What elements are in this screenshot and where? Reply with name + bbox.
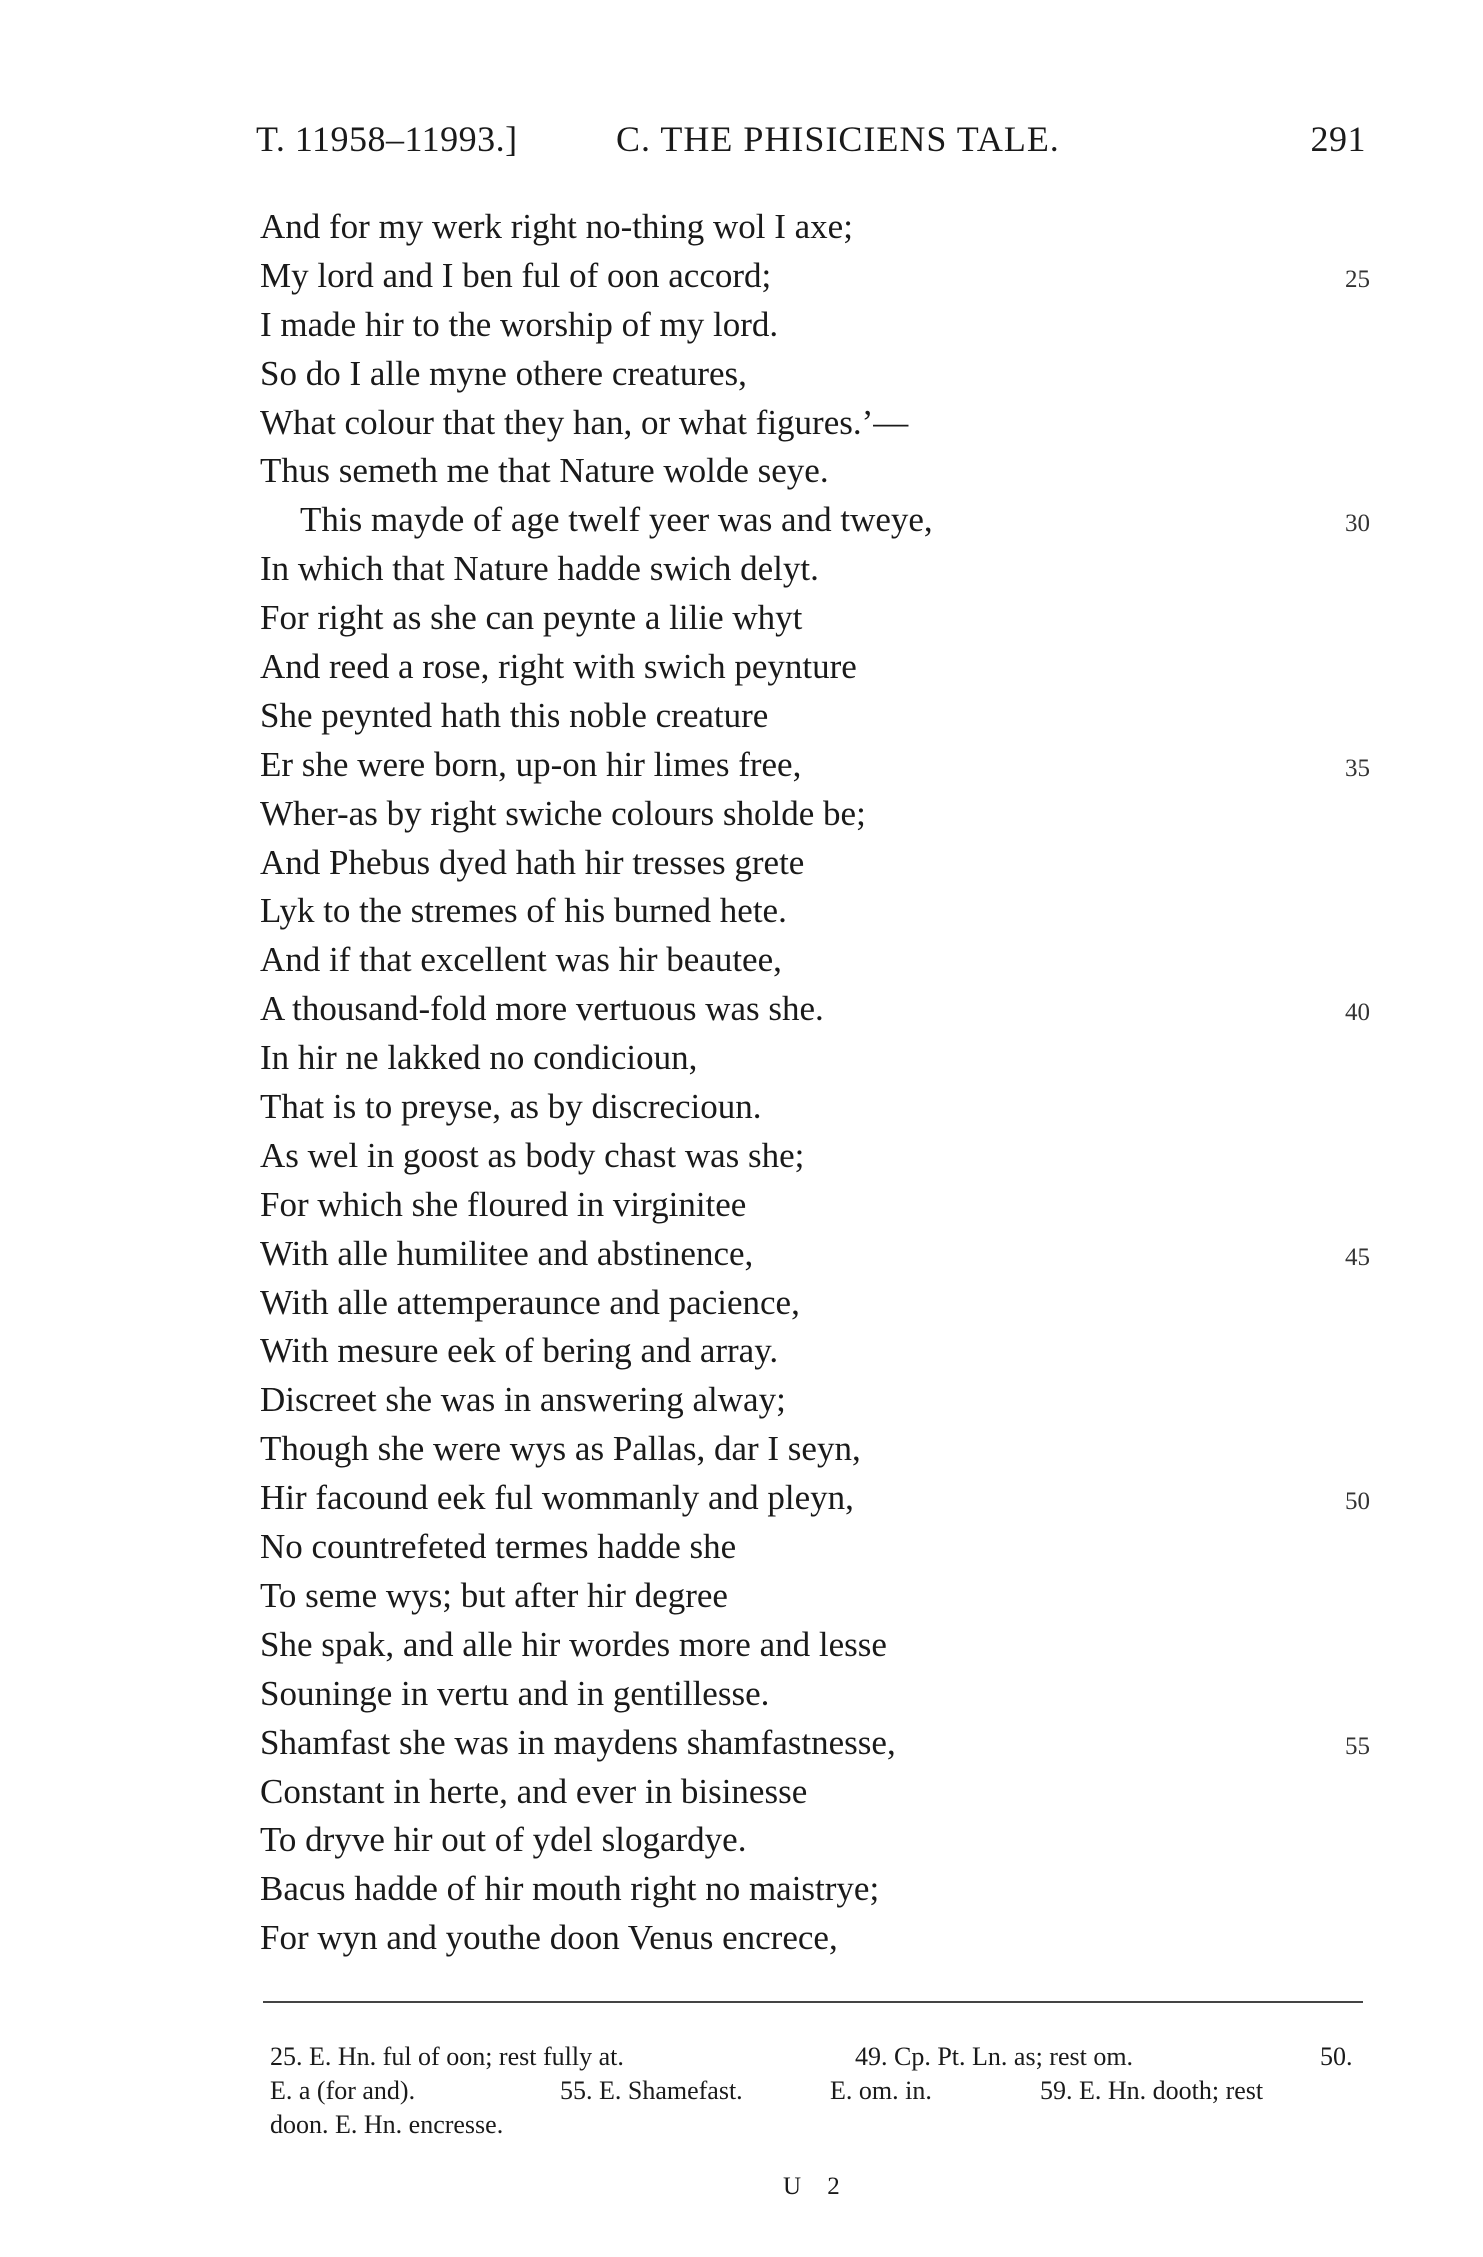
verse-line-text: And for my werk right no-thing wol I axe; [260,207,853,246]
line-reference: T. 11958–11993.] [256,119,518,159]
verse-line [260,1719,1370,1768]
verse-body [260,203,1370,1963]
verse-line-text: Constant in herte, and ever in bisinesse [260,1771,808,1811]
verse-line-text: For wyn and youthe doon Venus encrece, [260,1918,838,1958]
footnote-entry: E. a (for and). [270,2076,416,2105]
verse-line [260,839,1370,888]
verse-line-text: No countrefeted termes hadde she [260,1527,737,1567]
verse-line-text: She peynted hath this noble creature [260,695,769,735]
verse-line-text: Shamfast she was in maydens shamfastnesse, [260,1722,896,1762]
line-number: 30 [1345,510,1370,538]
verse-line [260,887,1370,936]
verse-line-text: With alle attemperaunce and pacience, [260,1282,800,1322]
verse-line-text: As wel in goost as body chast was she; [260,1135,805,1175]
verse-line-text: With alle humilitee and abstinence, [260,1233,754,1273]
line-number: 50 [1345,1488,1370,1516]
line-number: 55 [1345,1732,1370,1760]
verse-line [260,1523,1370,1572]
verse-line [260,790,1370,839]
verse-line [260,447,1370,496]
verse-line [260,301,1370,350]
page-number: 291 [1310,119,1366,159]
verse-line-text: Hir facound eek ful wommanly and pleyn, [260,1478,854,1518]
verse-line [260,985,1370,1034]
footnote-entry: 49. Cp. Pt. Ln. as; rest om. [855,2042,1134,2071]
verse-line [260,741,1370,790]
footnote-entry: 55. E. Shamefast. [560,2076,743,2105]
verse-line [260,1768,1370,1817]
verse-line [260,692,1370,741]
line-number: 45 [1345,1243,1370,1271]
verse-line [260,1279,1370,1328]
verse-line [260,594,1370,643]
verse-line [260,1816,1370,1865]
verse-line-text: And if that excellent was hir beautee, [260,940,782,980]
verse-line-text: And reed a rose, right with swich peynture [260,647,857,687]
verse-line [260,399,1370,448]
footnote-line [270,2040,1370,2074]
verse-line [260,350,1370,399]
verse-line [260,1474,1370,1523]
verse-line [260,1865,1370,1914]
footnotes [270,2040,1370,2142]
verse-line-text: What colour that they han, or what figures.’— [260,402,909,442]
verse-line [260,1914,1370,1963]
verse-line [260,1230,1370,1279]
verse-line [260,1083,1370,1132]
verse-line-text: To dryve hir out of ydel slogardye. [260,1820,747,1860]
verse-line [260,1181,1370,1230]
verse-line-text: She spak, and alle hir wordes more and lesse [260,1624,887,1664]
verse-line-text: For right as she can peynte a lilie whyt [260,598,803,638]
footnote-entry: doon. E. Hn. encresse. [270,2110,504,2139]
verse-line [260,936,1370,985]
verse-line-text: And Phebus dyed hath hir tresses grete [260,842,805,882]
verse-line-text: Souninge in vertu and in gentillesse. [260,1673,770,1713]
verse-line-text: This mayde of age twelf yeer was and tweye, [300,500,933,540]
verse-line-text: Discreet she was in answering alway; [260,1380,786,1420]
verse-line-text: Wher-as by right swiche colours sholde be; [260,793,866,833]
footnote-line [270,2074,1370,2108]
verse-line-text: With mesure eek of bering and array. [260,1331,779,1371]
footnote-divider [263,2001,1363,2003]
line-number: 25 [1345,265,1370,293]
verse-line [260,1132,1370,1181]
verse-line [260,1327,1370,1376]
verse-line [260,1670,1370,1719]
verse-line [260,643,1370,692]
line-number: 35 [1345,754,1370,782]
verse-line-text: I made hir to the worship of my lord. [260,304,779,344]
verse-line-text: Lyk to the stremes of his burned hete. [260,891,787,931]
footnote-entry: 25. E. Hn. ful of oon; rest fully at. [270,2042,624,2071]
verse-line-text: Er she were born, up-on hir limes free, [260,744,802,784]
footnote-line [270,2108,1370,2142]
verse-line-text: For which she floured in virginitee [260,1184,747,1224]
verse-line [260,545,1370,594]
verse-line-text: So do I alle myne othere creatures, [260,353,747,393]
verse-line-text: Though she were wys as Pallas, dar I seyn, [260,1429,861,1469]
page-title: C. THE PHISICIENS TALE. [616,119,1060,159]
footnote-entry: 59. E. Hn. dooth; rest [1040,2076,1264,2105]
verse-line [260,252,1370,301]
signature-mark: U 2 [783,2173,850,2200]
verse-line-text: To seme wys; but after hir degree [260,1575,728,1615]
verse-line-text: In which that Nature hadde swich delyt. [260,549,819,589]
verse-line-text: My lord and I ben ful of oon accord; [260,255,772,295]
verse-line-text: That is to preyse, as by discrecioun. [260,1087,762,1127]
verse-line [260,203,1370,252]
verse-line [260,1425,1370,1474]
verse-line [260,1621,1370,1670]
verse-line [260,496,1370,545]
verse-line-text: In hir ne lakked no condicioun, [260,1038,698,1078]
footnote-entry: E. om. in. [830,2076,932,2105]
verse-line [260,1376,1370,1425]
verse-line [260,1572,1370,1621]
verse-line-text: Bacus hadde of hir mouth right no maistrye; [260,1869,880,1909]
line-number: 40 [1345,999,1370,1027]
footnote-entry: 50. [1320,2042,1353,2071]
verse-line [260,1034,1370,1083]
running-header [256,118,1366,166]
verse-line-text: A thousand-fold more vertuous was she. [260,989,824,1029]
verse-line-text: Thus semeth me that Nature wolde seye. [260,451,829,491]
